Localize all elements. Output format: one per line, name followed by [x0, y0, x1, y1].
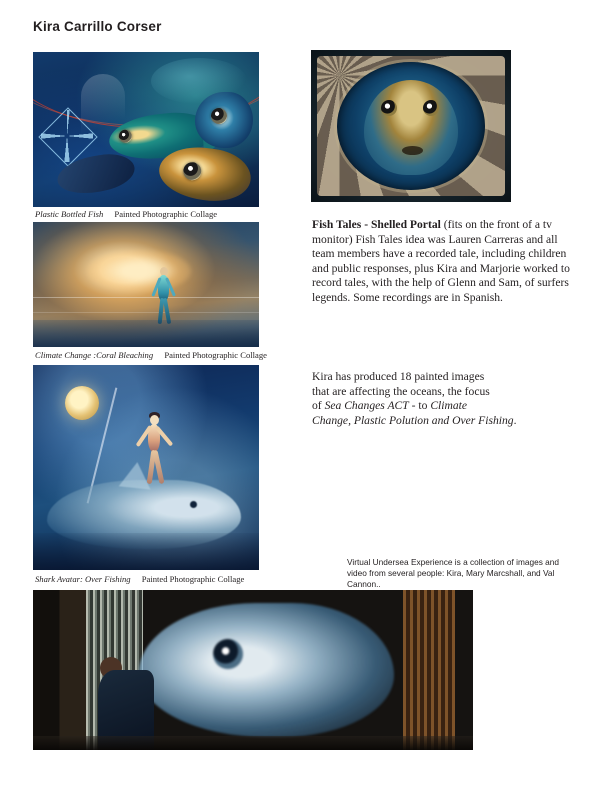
figure-leg — [152, 450, 164, 484]
fish-eye-icon — [211, 108, 227, 124]
artwork-virtual-undersea-experience-installation — [33, 590, 473, 750]
fish-eye-icon — [182, 161, 202, 181]
water-glow — [151, 58, 247, 104]
artwork-plastic-bottled-fish — [33, 52, 259, 207]
water-foreground — [33, 320, 259, 348]
human-figure — [137, 410, 171, 488]
painted-images-line-3-pre: of — [312, 399, 325, 413]
artwork-plastic-bottled-fish-canvas — [33, 52, 259, 207]
human-figure — [151, 265, 177, 327]
caption-medium: Painted Photographic Collage — [164, 350, 267, 360]
caption-title: Climate Change :Coral Bleaching — [35, 350, 154, 360]
floor-shadow — [33, 736, 473, 750]
wood-panel-texture — [403, 590, 456, 750]
painted-images-line-3-post: - to — [408, 399, 431, 413]
artwork-fish-tales-shelled-portal — [311, 50, 511, 202]
caption-shark-avatar — [35, 574, 244, 584]
painted-images-line-4-post: . — [513, 413, 517, 427]
horizon-line — [33, 297, 259, 298]
projected-fish-shape — [139, 603, 394, 737]
artwork-shark-avatar-over-fishing — [33, 365, 259, 570]
artwork-shark-avatar-canvas — [33, 365, 259, 570]
painted-images-text-block — [312, 370, 562, 428]
painted-images-line-2: that are affecting the oceans, the focus — [312, 384, 490, 398]
portal-oval — [337, 62, 485, 190]
fish-tales-body: (fits on the front of a tv monitor) Fish Tales idea was Lauren Carreras and all team members have a recorded tale, including children and public responses, plus Kira and Marjorie worked to record tales, with the help of Glenn and Sam, of surfers legends. Some recordings are in Spanish. — [312, 218, 570, 304]
installation-photo-canvas — [33, 590, 473, 750]
sea-changes-act-title: Sea Changes ACT — [324, 399, 409, 413]
artwork-climate-change-coral-bleaching — [33, 222, 259, 347]
painted-images-line-1: Kira has produced 18 painted images — [312, 370, 485, 383]
caption-title: Shark Avatar: Over Fishing — [35, 574, 131, 584]
page-title: Kira Carrillo Corser — [33, 19, 162, 34]
moon-icon — [65, 386, 99, 420]
caption-medium: Painted Photographic Collage — [141, 574, 245, 584]
shark-eye-icon — [190, 501, 197, 508]
caption-medium: Painted Photographic Collage — [114, 209, 218, 219]
horizon-line — [33, 312, 259, 313]
caption-title: Plastic Bottled Fish — [35, 209, 104, 219]
plastic-bottle-shape — [81, 74, 125, 160]
fish-tales-heading: Fish Tales - Shelled Portal — [312, 218, 441, 231]
virtual-undersea-text: Virtual Undersea Experience is a collection of images and video from several people: Kira, Mary Marcshall, and Val Cannon.. — [347, 557, 559, 589]
fish-shape — [364, 80, 459, 175]
caption-plastic-bottled-fish — [35, 209, 217, 219]
artwork-climate-change-canvas — [33, 222, 259, 347]
fish-tales-text-block — [312, 218, 574, 306]
virtual-undersea-note — [347, 557, 575, 589]
caption-climate-change — [35, 350, 267, 360]
climate-italic: Climate — [430, 399, 468, 413]
deep-water-foreground — [33, 533, 259, 570]
topics-italic: Change, Plastic Polution and Over Fishing — [312, 413, 514, 427]
fish-eye-icon — [213, 639, 243, 669]
